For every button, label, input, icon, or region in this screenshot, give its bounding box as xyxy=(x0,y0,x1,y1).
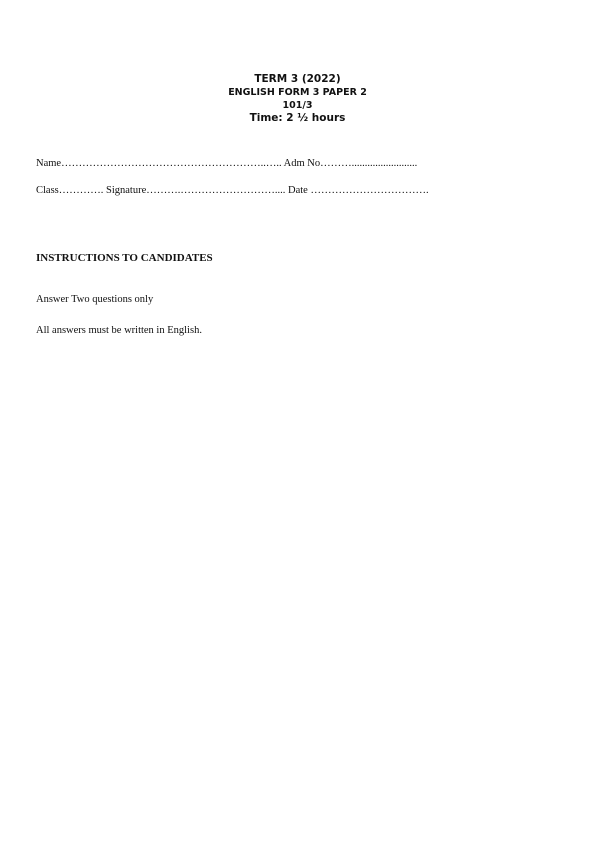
date-field[interactable]: ……………………………. xyxy=(307,185,429,196)
exam-paper-code: 101/3 xyxy=(282,100,313,111)
adm-no-field[interactable]: ………......................... xyxy=(320,158,418,169)
signature-field[interactable]: ……….……………………….... xyxy=(146,185,289,196)
name-label: Name xyxy=(36,158,62,169)
exam-header xyxy=(0,73,595,125)
signature-label: Signature xyxy=(106,185,147,196)
exam-paper-title: ENGLISH FORM 3 PAPER 2 xyxy=(228,87,367,98)
class-field[interactable]: …………. xyxy=(58,185,107,196)
name-adm-row xyxy=(36,158,417,169)
instruction-item: All answers must be written in English. xyxy=(36,325,202,336)
instruction-item: Answer Two questions only xyxy=(36,294,154,305)
name-field[interactable]: …………………………………………………..….. xyxy=(61,158,284,169)
instructions-heading: INSTRUCTIONS TO CANDIDATES xyxy=(36,252,213,264)
adm-no-label: Adm No xyxy=(283,158,321,169)
class-signature-date-row xyxy=(36,185,429,196)
class-label: Class xyxy=(36,185,59,196)
exam-term: TERM 3 (2022) xyxy=(254,73,341,85)
exam-duration: Time: 2 ½ hours xyxy=(249,112,346,124)
date-label: Date xyxy=(288,185,308,196)
